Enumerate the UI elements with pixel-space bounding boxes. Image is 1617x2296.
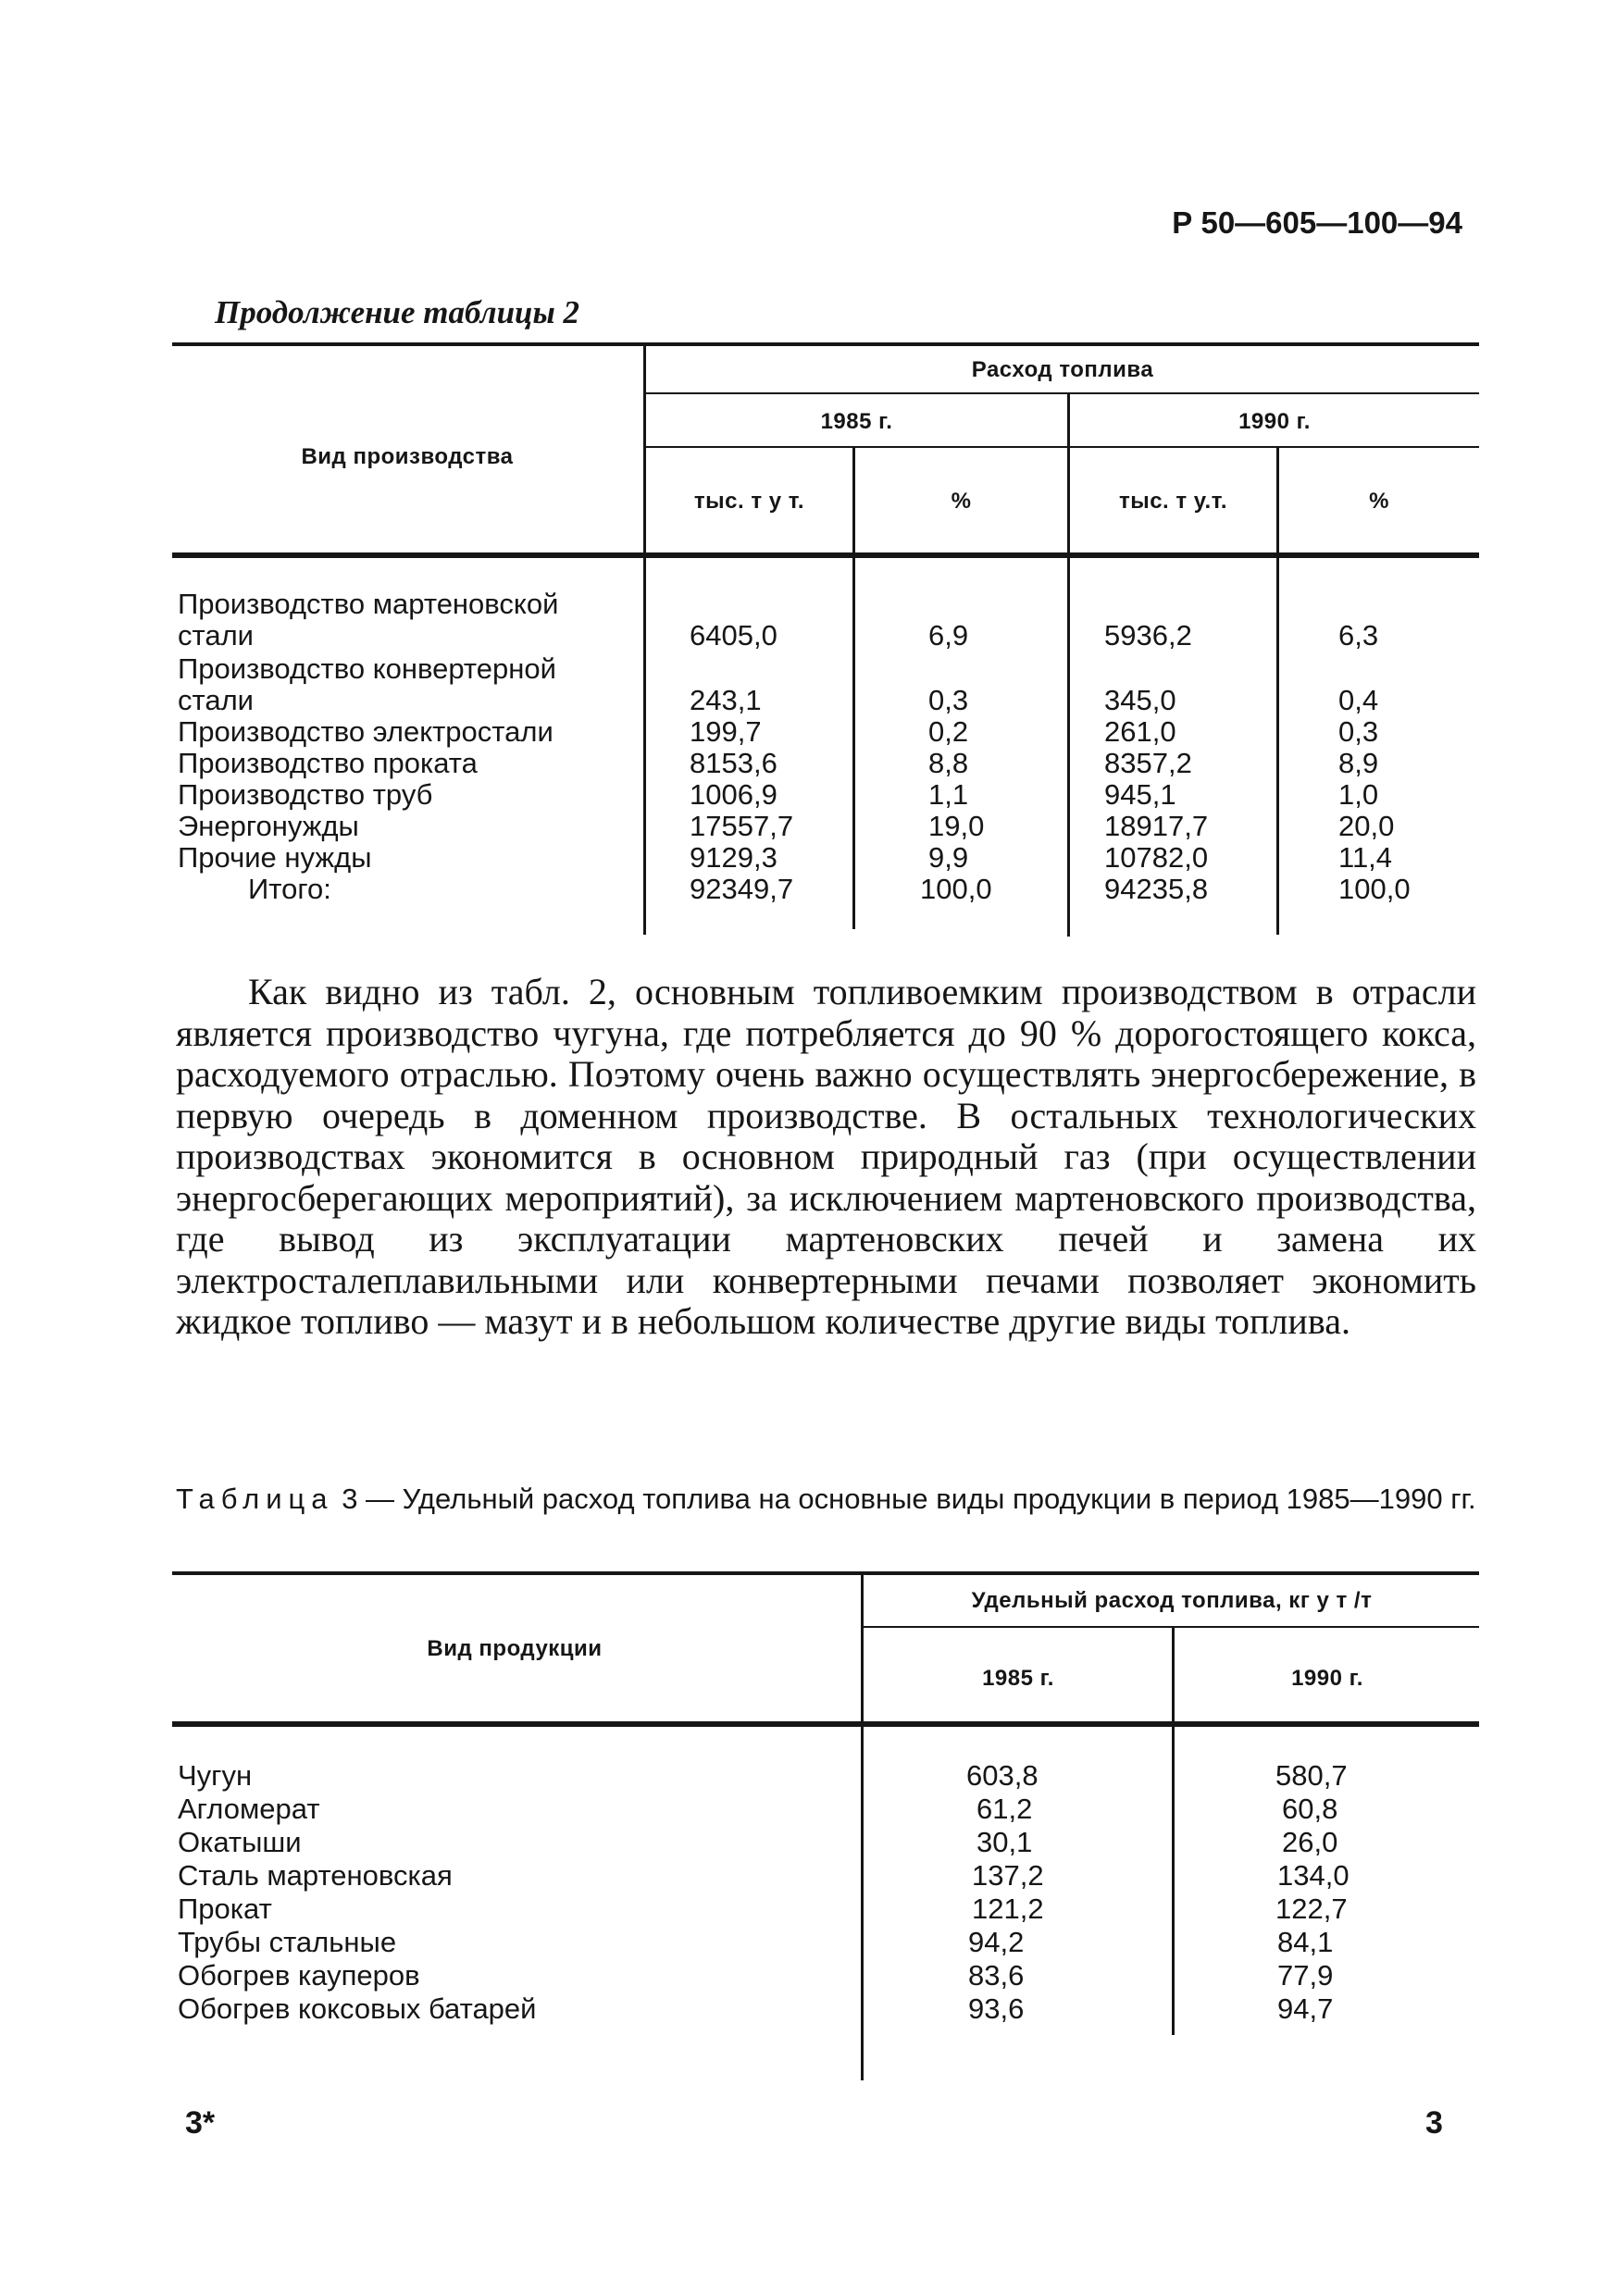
table-2-cell: 1006,9 [690,778,777,811]
table-3-cell: 580,7 [1275,1759,1348,1792]
table-3-row-label: Трубы стальные [178,1926,397,1958]
table-3-cell: 122,7 [1275,1893,1348,1925]
table-2-row-label-cont: стали [178,619,254,652]
table-3-caption [176,1483,1476,1516]
table-2-pct-1990: % [1369,489,1389,514]
table-3-row-label: Сталь мартеновская [178,1859,453,1892]
table-3-cell: 60,8 [1282,1793,1338,1825]
table-2-cell: 94235,8 [1104,873,1209,905]
table-2-cell: 6405,0 [690,619,777,652]
table-2-col-divider-2 [852,448,855,929]
table-3-row-label: Прокат [178,1893,272,1925]
table-2-cell: 8,9 [1338,747,1379,779]
table-2-row-label: Энергонужды [178,810,359,842]
table-2-row-label: Производство электростали [178,715,554,748]
table-3-row-label: Обогрев кауперов [178,1959,420,1992]
table-2-cell: 9,9 [928,841,969,874]
table-2-cell: 1,0 [1338,778,1379,811]
table-2-header-rule-2 [644,446,1479,448]
body-paragraph: Как видно из табл. 2, основным топливоемким производством в отрасли является производство чугуна, где потребляется до 90 % дорогостоящего кокса, расходуемого отраслью. Поэтому очень важно осуществлять энергосбережение, в первую очередь в доменном производстве. В остальных технологических производствах экономится в основном природный газ (при осуществлении энергосберегающих мероприятий), за исключением мартеновского производства, где вывод из эксплуатации мартеновских печей и замена их электросталеплавильными или конвертерными печами позволяет экономить жидкое топливо — мазут и в небольшом количестве другие виды топлива. [176,971,1476,1342]
table-3-cell: 77,9 [1277,1959,1334,1992]
table-3-cell: 26,0 [1282,1826,1338,1858]
table-2-cell: 0,2 [928,715,969,748]
footer-signature-mark: 3* [185,2105,216,2141]
table-3-row-label: Обогрев коксовых батарей [178,1992,537,2025]
table-2-row-label: Производство труб [178,778,433,811]
table-2-col-fuel: Расход топлива [971,357,1154,382]
table-3-cell: 121,2 [972,1893,1044,1925]
table-2-cell: 6,3 [1338,619,1379,652]
table-3-cell: 93,6 [968,1992,1025,2025]
table-2-cell: 11,4 [1338,841,1393,874]
table-2-cell: 0,3 [1338,715,1379,748]
table-2-cell: 10782,0 [1104,841,1209,874]
table-2-cell: 5936,2 [1104,619,1192,652]
table-2-col-production: Вид производства [301,444,514,469]
table-2-cell: 19,0 [928,810,985,842]
table-3-top-rule [172,1571,1479,1575]
table-2-cell: 0,3 [928,684,969,716]
table-3-col-divider-1 [861,1575,864,2080]
table-3-row-label: Окатыши [178,1826,302,1858]
table-3-cell: 603,8 [966,1759,1039,1792]
table-2-cell: 0,4 [1338,684,1379,716]
table-2-header-rule-1 [644,392,1479,394]
table-3-year-1985: 1985 г. [982,1666,1054,1691]
table-2-cell: 243,1 [690,684,762,716]
table-2-header-bottom-rule [172,552,1479,558]
table-2-cell: 92349,7 [690,873,794,905]
table-3-header-bottom-rule [172,1721,1479,1727]
table-2-year-1985: 1985 г. [820,409,893,434]
table-3-cell: 134,0 [1277,1859,1350,1892]
table-2-cell: 199,7 [690,715,762,748]
table-2-cell: 1,1 [928,778,969,811]
table-2-row-label: Прочие нужды [178,841,372,874]
table-2-cell: 345,0 [1104,684,1176,716]
table-3-cell: 83,6 [968,1959,1025,1992]
table-3-col-divider-2 [1172,1628,1175,2035]
table-3-row-label: Агломерат [178,1793,320,1825]
table-2-unit-1985: тыс. т у т. [693,489,805,514]
table-2-row-label: Производство мартеновской [178,588,559,620]
table-2-cell: 6,9 [928,619,969,652]
table-2-year-1990: 1990 г. [1238,409,1311,434]
table-2-cell: 100,0 [1338,873,1411,905]
table-3-cell: 84,1 [1277,1926,1334,1958]
table-2-cell: 945,1 [1104,778,1176,811]
table-2-cell: 261,0 [1104,715,1176,748]
table-2-row-label-cont: стали [178,684,254,716]
table-3-header-rule [863,1626,1479,1628]
table-3-cell: 94,7 [1277,1992,1334,2025]
table-2-col-divider-3 [1067,394,1070,937]
table-3-cell: 137,2 [972,1859,1044,1892]
table-3-cell: 94,2 [968,1926,1025,1958]
table-3-caption-word: Таблица [176,1483,334,1515]
table-3-caption-text: 3 — Удельный расход топлива на основные виды продукции в период 1985—1990 гг. [342,1483,1476,1515]
table-2-cell: 100,0 [920,873,992,905]
table-3-row-label: Чугун [178,1759,253,1792]
table-2-total-label: Итого: [248,873,331,905]
table-2-cell: 17557,7 [690,810,794,842]
table-2-col-divider-4 [1276,448,1279,935]
table-2-cell: 18917,7 [1104,810,1209,842]
table-2-pct-1985: % [951,489,972,514]
document-code: Р 50—605—100—94 [1172,205,1462,240]
table-3-col-product: Вид продукции [427,1636,603,1661]
table-3-cell: 30,1 [976,1826,1033,1858]
table-2-row-label: Производство проката [178,747,478,779]
table-2-row-label: Производство конвертерной [178,652,556,685]
table-3-cell: 61,2 [976,1793,1033,1825]
table-3-col-rate: Удельный расход топлива, кг у т /т [971,1588,1373,1613]
table-2-cell: 9129,3 [690,841,777,874]
table-2-continuation-caption: Продолжение таблицы 2 [215,294,580,330]
table-2-cell: 8,8 [928,747,969,779]
table-2-top-rule [172,342,1479,346]
table-3-year-1990: 1990 г. [1291,1666,1363,1691]
table-2-cell: 20,0 [1338,810,1395,842]
table-2-cell: 8357,2 [1104,747,1192,779]
table-2-cell: 8153,6 [690,747,777,779]
table-2-unit-1990: тыс. т у.т. [1118,489,1228,514]
page-number: 3 [1425,2105,1443,2141]
